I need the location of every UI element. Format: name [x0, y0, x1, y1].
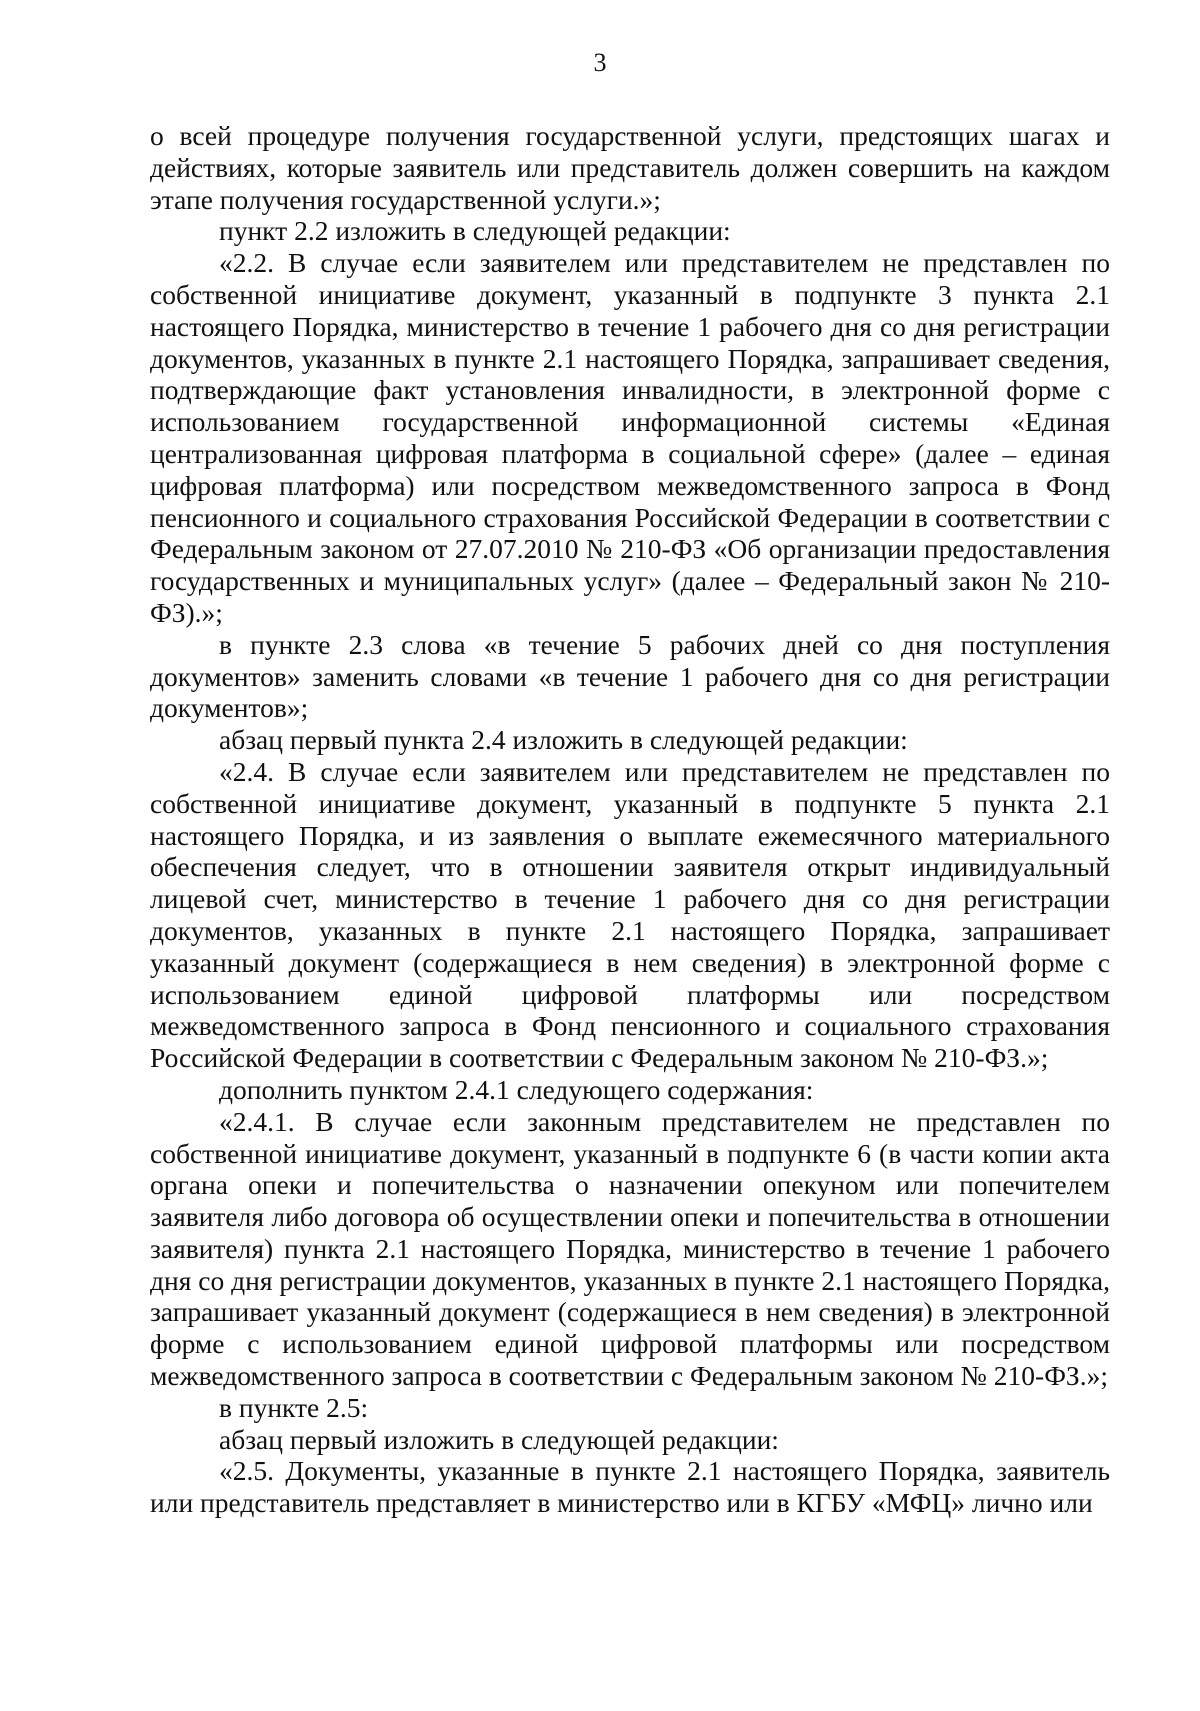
paragraph: в пункте 2.3 слова «в течение 5 рабочих дней со дня поступления документов» заменить словами «в течение 1 рабочего дня со дня регистрации документов»; [150, 628, 1110, 724]
paragraph: «2.4.1. В случае если законным представителем не представлен по собственной инициативе документ, указанный в подпункте 6 (в части копии акта органа опеки и попечительства о назначении опекуном или попечителем заявителя либо договора об осуществлении опеки и попечительства в отношении заявителя) пункта 2.1 настоящего Порядка, министерство в течение 1 рабочего дня со дня регистрации документов, указанных в пункте 2.1 настоящего Порядка, запрашивает указанный документ (содержащиеся в нем сведения) в электронной форме с использованием единой цифровой платформы или посредством межведомственного запроса в соответствии с Федеральным законом № 210-ФЗ.»; [150, 1105, 1110, 1392]
paragraph: абзац первый изложить в следующей редакции: [219, 1423, 779, 1455]
paragraph: пункт 2.2 изложить в следующей редакции: [219, 215, 731, 247]
paragraph: о всей процедуре получения государственной услуги, предстоящих шагах и действиях, которые заявитель или представитель должен совершить на каждом этапе получения государственной услуги.»; [150, 120, 1110, 215]
paragraph: абзац первый пункта 2.4 изложить в следующей редакции: [219, 724, 908, 756]
paragraph: «2.5. Документы, указанные в пункте 2.1 настоящего Порядка, заявитель или представитель представляет в министерство или в КГБУ «МФЦ» лично или [150, 1455, 1110, 1519]
document-body [150, 120, 1110, 1519]
page-number: 3 [593, 48, 607, 77]
paragraph: «2.4. В случае если заявителем или представителем не представлен по собственной инициативе документ, указанный в подпункте 5 пункта 2.1 настоящего Порядка, и из заявления о выплате ежемесячного материального обеспечения следует, что в отношении заявителя открыт индивидуальный лицевой счет, министерство в течение 1 рабочего дня со дня регистрации документов, указанных в пункте 2.1 настоящего Порядка, запрашивает указанный документ (содержащиеся в нем сведения) в электронной форме с использованием единой цифровой платформы или посредством межведомственного запроса в Фонд пенсионного и социального страхования Российской Федерации в соответствии с Федеральным законом № 210-ФЗ.»; [150, 755, 1110, 1074]
paragraph: дополнить пунктом 2.4.1 следующего содержания: [219, 1073, 814, 1105]
paragraph: «2.2. В случае если заявителем или представителем не представлен по собственной инициативе документ, указанный в подпункте 3 пункта 2.1 настоящего Порядка, министерство в течение 1 рабочего дня со дня регистрации документов, указанных в пункте 2.1 настоящего Порядка, запрашивает сведения, подтверждающие факт установления инвалидности, в электронной форме с использованием государственной информационной системы «Единая централизованная цифровая платформа в социальной сфере» (далее – единая цифровая платформа) или посредством межведомственного запроса в Фонд пенсионного и социального страхования Российской Федерации в соответствии с Федеральным законом от 27.07.2010 № 210-ФЗ «Об организации предоставления государственных и муниципальных услуг» (далее – Федеральный закон № 210-ФЗ).»; [150, 247, 1110, 628]
paragraph: в пункте 2.5: [219, 1391, 369, 1423]
